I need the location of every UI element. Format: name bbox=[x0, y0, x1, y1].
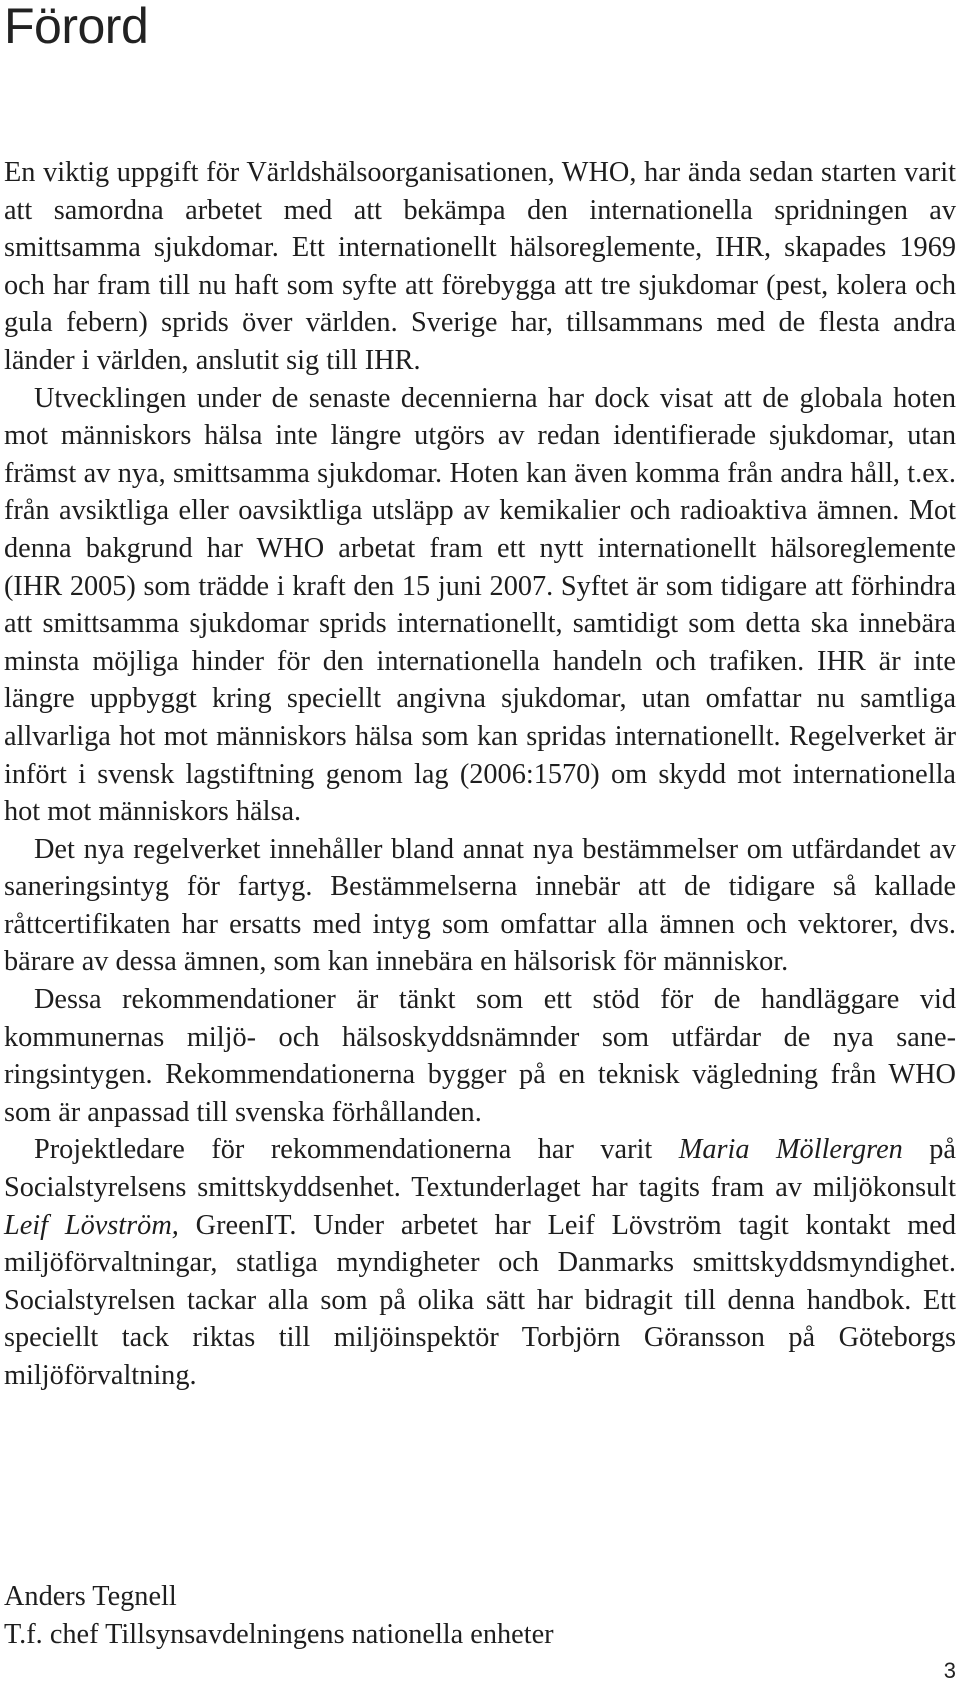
paragraph-text: Projektledare för rekommendationerna har varit bbox=[34, 1134, 679, 1166]
paragraph-2 bbox=[4, 380, 956, 831]
paragraph-1 bbox=[4, 154, 956, 380]
paragraph-text: Det nya regelverket innehåller bland annat nya bestämmelser om utfärdandet av saneringsintyg för fartyg. Bestämmelserna innebär att de tidigare så kallade råttcertifikaten har ersatts med intyg som omfattar alla ämnen och vektorer, dvs. bärare av dessa ämnen, som kan innebära en hälsorisk för människor. bbox=[4, 833, 956, 978]
paragraph-text: Dessa rekommendationer är tänkt som ett stöd för de handläggare vid kommunernas miljö- och hälsoskyddsnämnder som utfärdar de nya saneringsintygen. Rekommendationerna bygger på en teknisk vägledning från WHO som är anpassad till svenska förhållanden. bbox=[4, 984, 956, 1128]
paragraph-5 bbox=[4, 1131, 956, 1394]
project-leader-name: Maria Möllergren bbox=[678, 1134, 903, 1166]
paragraph-text: En viktig uppgift för Världshälsoorganisationen, WHO, har ända sedan starten varit att samordna arbetet med att bekämpa den internationella spridningen av smittsamma sjukdomar. Ett internationellt hälsoreglemente, IHR, skapades 1969 och har fram till nu haft som syfte att förebygga att tre sjukdomar (pest, kolera och gula febern) sprids över världen. Sverige har, tillsammans med de flesta andra länder i världen, anslutit sig till IHR. bbox=[4, 157, 956, 376]
signature-title: T.f. chef Tillsynsavdelningens nationella enheter bbox=[4, 1618, 554, 1650]
page-title: Förord bbox=[4, 0, 149, 54]
foreword-body bbox=[4, 154, 956, 1395]
signature-name: Anders Tegnell bbox=[4, 1581, 177, 1612]
page-number: 3 bbox=[943, 1658, 956, 1683]
paragraph-text: på Socialstyrelsens smittskyddsenhet. Textunderlaget har tagits fram av miljökonsult bbox=[4, 1134, 956, 1204]
paragraph-3 bbox=[4, 831, 956, 981]
signature-block bbox=[4, 1578, 554, 1653]
paragraph-text: GreenIT. Under arbetet har Leif Lövström tagit kontakt med miljöförvaltningar, statliga myndigheter och Danmarks smittskyddsmyndighet. Socialstyrelsen tackar alla som på olika sätt har bidragit till denna handbok. Ett speciellt tack riktas till miljöinspektör Torbjörn Göransson på Göteborgs miljöförvaltning. bbox=[4, 1209, 956, 1391]
consultant-name: Leif Lövström, bbox=[4, 1209, 179, 1241]
paragraph-text: Utvecklingen under de senaste decennierna har dock visat att de globala hoten mot människors hälsa inte längre utgörs av redan identifierade sjukdomar, utan främst av nya, smittsamma sjukdomar. Hoten kan även komma från andra håll, t.ex. från avsiktliga eller oavsiktliga utsläpp av kemikalier och radioaktiva ämnen. Mot denna bakgrund har WHO arbetat fram ett nytt internationellt hälsoreglemente (IHR 2005) som trädde i kraft den 15 juni 2007. Syftet är som tidigare att förhindra att smittsamma sjukdomar sprids internationellt, samtidigt som detta ska innebära minsta möjliga hinder för den internationella handeln och trafiken. IHR är inte längre uppbyggt kring speciellt angivna sjukdomar, utan omfattar nu samtliga allvarliga hot mot människors hälsa som kan spridas internationellt. Regelverket är infört i svensk lagstiftning genom lag (2006:1570) om skydd mot internationella hot mot människors hälsa. bbox=[4, 382, 956, 828]
paragraph-4 bbox=[4, 981, 956, 1131]
